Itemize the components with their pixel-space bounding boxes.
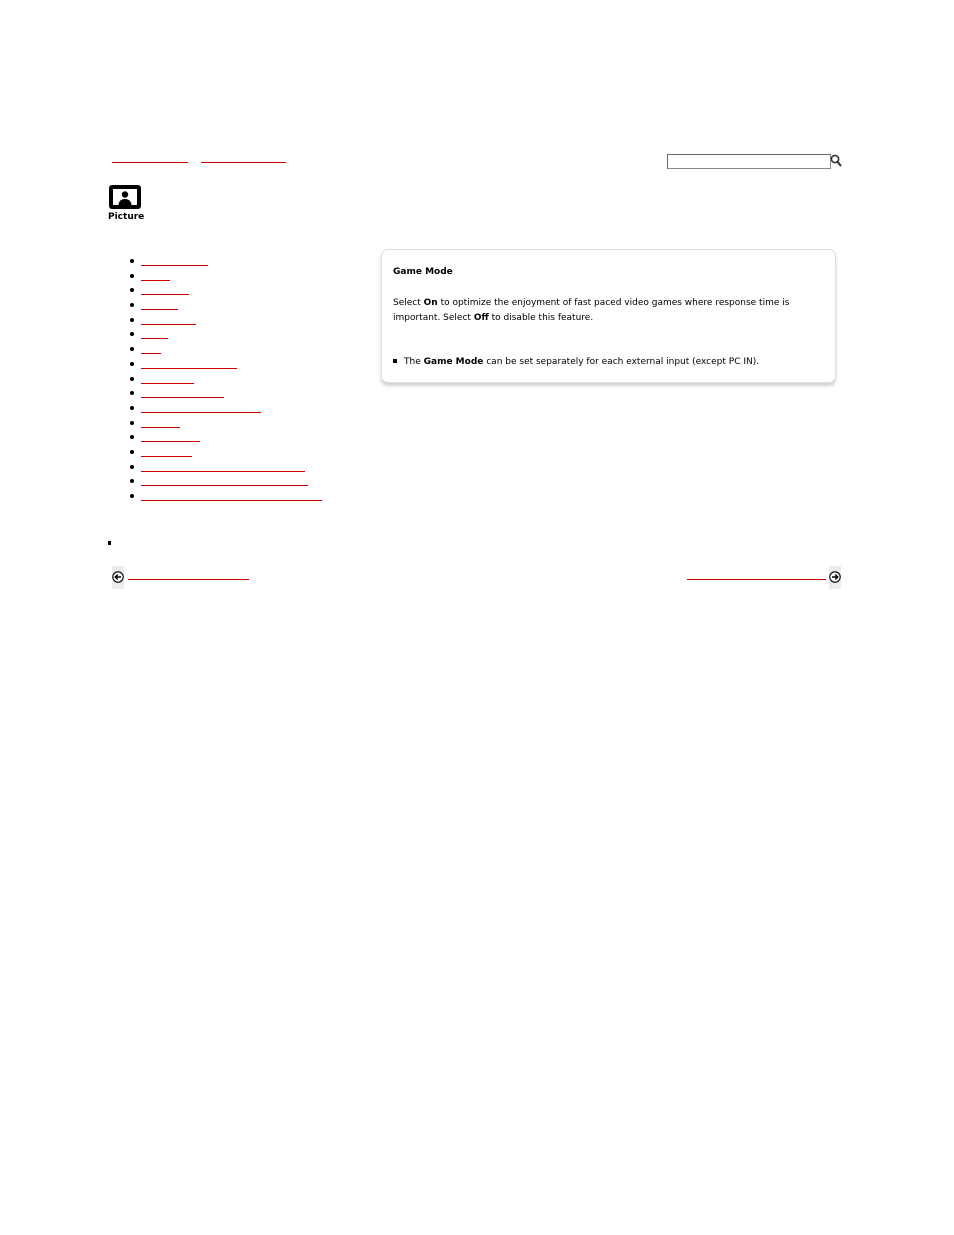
sidebar-item-link[interactable]: [141, 383, 194, 384]
sidebar-item-link[interactable]: [141, 294, 189, 295]
next-page-link[interactable]: [687, 579, 826, 580]
bullet: [130, 494, 134, 498]
sidebar-item-link[interactable]: [141, 485, 308, 486]
breadcrumb-link-2-underline: [201, 162, 286, 163]
sidebar-item-link[interactable]: [141, 397, 224, 398]
sidebar-item-link[interactable]: [141, 324, 196, 325]
bullet: [130, 288, 134, 292]
prev-page-link[interactable]: [128, 579, 249, 580]
prev-page-label[interactable]: [128, 579, 249, 580]
next-page-button[interactable]: [829, 566, 841, 589]
body-text-3: to disable this feature.: [488, 313, 594, 323]
search-input[interactable]: [667, 154, 831, 169]
bullet: [130, 406, 134, 410]
article-title: Game Mode: [393, 267, 453, 277]
note-term: Game Mode: [423, 357, 484, 367]
bullet: [130, 362, 134, 366]
bullet: [130, 465, 134, 469]
sidebar-item-link[interactable]: [141, 456, 192, 457]
breadcrumb-link-2[interactable]: [201, 162, 286, 163]
prev-page-button[interactable]: [112, 566, 124, 589]
sidebar-item-link[interactable]: [141, 412, 261, 413]
picture-person-icon: [109, 185, 141, 209]
bullet: [130, 259, 134, 263]
on-term: On: [423, 298, 438, 308]
sidebar-item-link[interactable]: [141, 427, 180, 428]
breadcrumb-link-1-underline: [112, 162, 188, 163]
note-text-1: The: [404, 357, 424, 367]
breadcrumb-link-1[interactable]: [112, 162, 188, 163]
bullet: [130, 377, 134, 381]
category-label: Picture: [108, 212, 145, 222]
sidebar-item-link[interactable]: [141, 309, 178, 310]
sidebar-item-link[interactable]: [141, 368, 237, 369]
magnifier-icon: [830, 154, 842, 168]
arrow-left-circle-icon: [112, 571, 124, 583]
note-text-2: can be set separately for each external input (except PC IN).: [483, 357, 760, 367]
search-button[interactable]: [830, 153, 842, 167]
sidebar-item-link[interactable]: [141, 500, 322, 501]
next-page-label[interactable]: [687, 579, 826, 580]
bullet: [130, 274, 134, 278]
article-card: [381, 249, 836, 383]
bullet: [130, 450, 134, 454]
arrow-right-circle-icon: [829, 571, 841, 583]
list-marker: [108, 541, 111, 545]
bullet: [130, 303, 134, 307]
body-text-1: Select: [393, 298, 424, 308]
sidebar-item-link[interactable]: [141, 265, 208, 266]
bullet: [130, 318, 134, 322]
bullet: [130, 332, 134, 336]
article-note: [393, 357, 759, 367]
bullet: [130, 479, 134, 483]
off-term: Off: [473, 313, 489, 323]
article-body: [393, 296, 818, 326]
bullet: [130, 347, 134, 351]
bullet: [130, 435, 134, 439]
sidebar-item-link[interactable]: [141, 441, 200, 442]
sidebar-item-link[interactable]: [141, 280, 170, 281]
sidebar-item-link[interactable]: [141, 471, 305, 472]
note-bullet: [393, 359, 397, 363]
bullet: [130, 391, 134, 395]
sidebar-item-link[interactable]: [141, 353, 161, 354]
body-text-2: to optimize the enjoyment of fast paced video games where response time is important. Select: [393, 298, 790, 323]
sidebar-item-link[interactable]: [141, 338, 168, 339]
bullet: [130, 421, 134, 425]
